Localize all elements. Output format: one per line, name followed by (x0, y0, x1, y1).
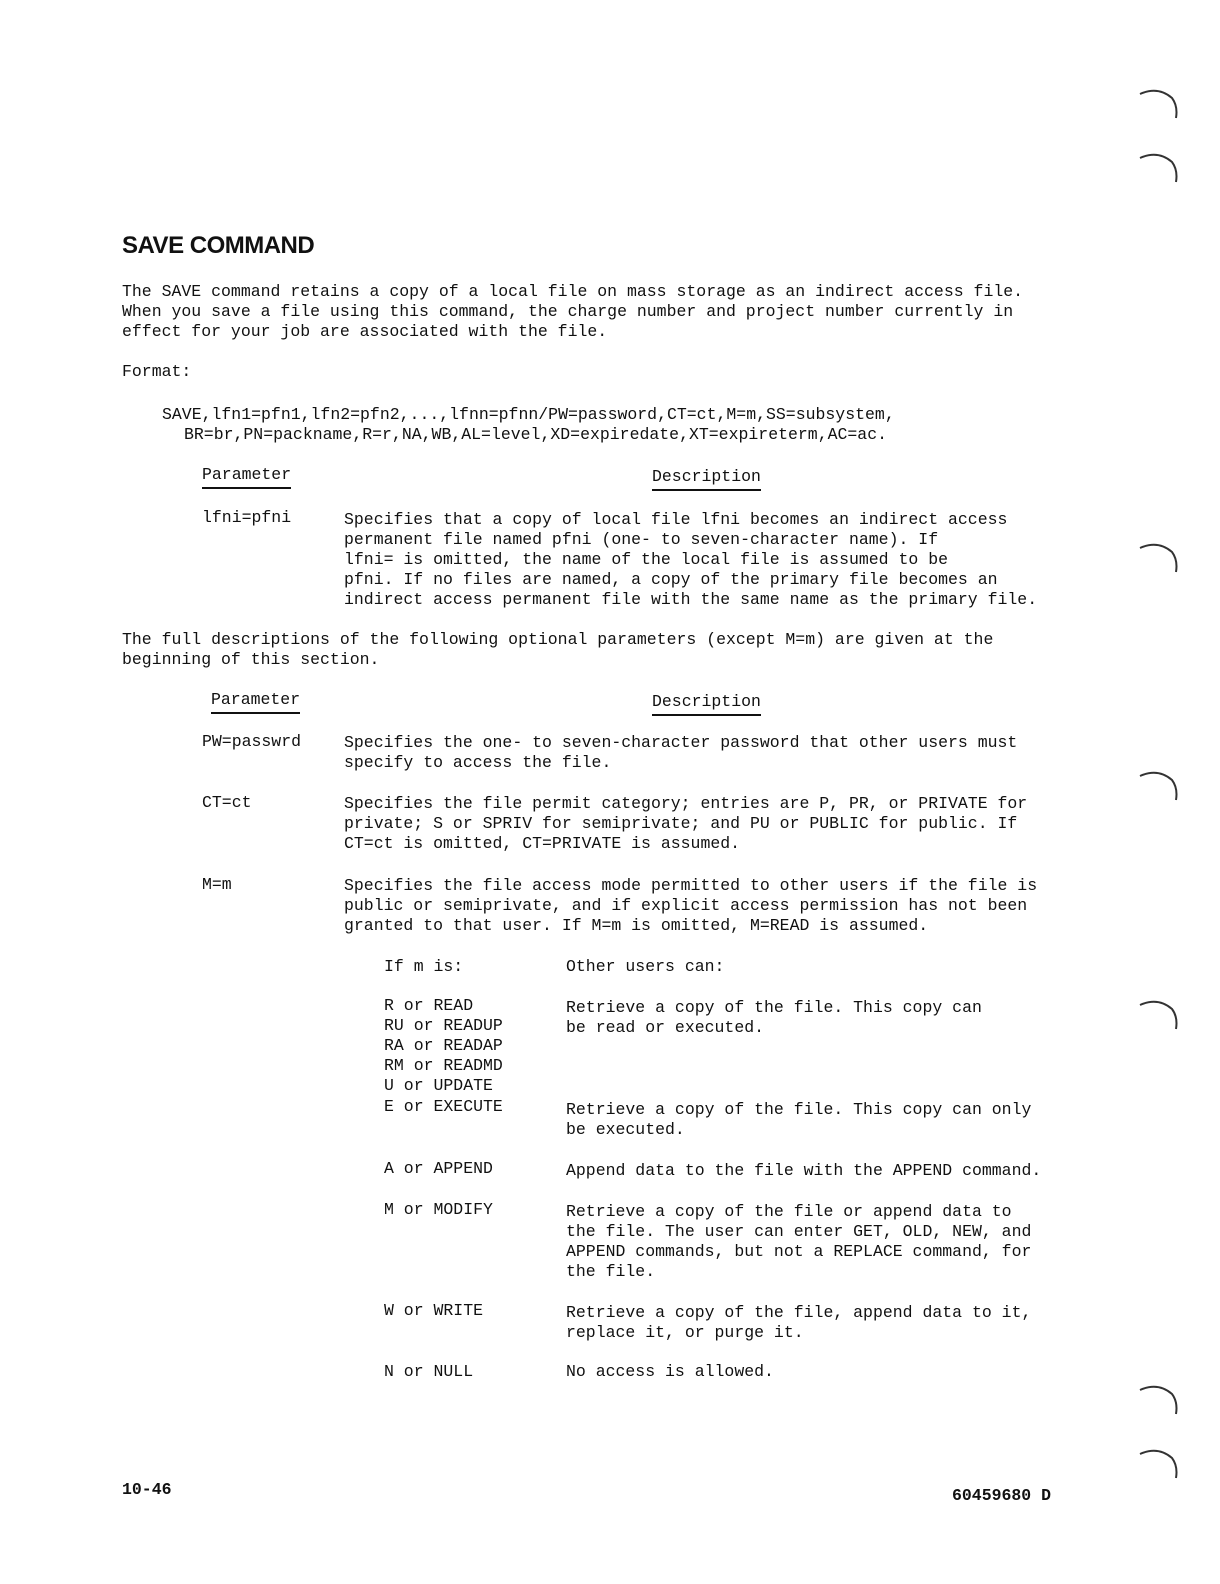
mode-group-read (384, 996, 503, 1096)
table2-param-pw: PW=passwrd (202, 732, 302, 751)
mode-value: RA or READAP (384, 1036, 503, 1055)
desc-line: the file. The user can enter GET, OLD, NEW, and (566, 1222, 1032, 1241)
desc-line: CT=ct is omitted, CT=PRIVATE is assumed. (344, 834, 741, 853)
binder-hole-icon (1138, 1444, 1178, 1484)
mode-group-null: N or NULL (384, 1362, 474, 1381)
binder-hole-icon (1138, 84, 1178, 124)
page-title: SAVE COMMAND (122, 232, 315, 259)
desc-line: Specifies the one- to seven-character password that other users must (344, 733, 1018, 752)
page-number: 10-46 (122, 1480, 172, 1499)
desc-line: be read or executed. (566, 1018, 765, 1037)
mode-group-write: W or WRITE (384, 1301, 484, 1320)
modes-col-header: If m is: (384, 957, 464, 976)
desc-line: be executed. (566, 1120, 685, 1139)
table2-desc-header: Description (652, 692, 761, 716)
desc-line: granted to that user. If M=m is omitted, M=READ is assumed. (344, 916, 929, 935)
format-label: Format: (122, 362, 192, 381)
format-line-1: SAVE,lfn1=pfn1,lfn2=pfn2,...,lfnn=pfnn/PW=password,CT=ct,M=m,SS=subsystem, (162, 405, 895, 424)
table1-param-header: Parameter (202, 465, 291, 489)
desc-line: APPEND commands, but not a REPLACE command, for (566, 1242, 1032, 1261)
mode-group-append: A or APPEND (384, 1159, 493, 1178)
table1-desc-header: Description (652, 467, 761, 491)
intro-line: When you save a file using this command, the charge number and project number currently in (122, 302, 1014, 321)
desc-line: public or semiprivate, and if explicit access permission has not been (344, 896, 1028, 915)
desc-line: pfni. If no files are named, a copy of the primary file becomes an (344, 570, 998, 589)
table1-desc (344, 510, 1037, 610)
desc-line: indirect access permanent file with the same name as the primary file. (344, 590, 1038, 609)
document-number: 60459680 D (952, 1486, 1052, 1505)
desc-line: Retrieve a copy of the file or append data to (566, 1202, 1012, 1221)
desc-line: permanent file named pfni (one- to seven-character name). If (344, 530, 939, 549)
table2-param-ct: CT=ct (202, 793, 252, 812)
mode-desc-execute (566, 1100, 1031, 1140)
desc-line: Specifies that a copy of local file lfni becomes an indirect access (344, 510, 1008, 529)
desc-line: Retrieve a copy of the file, append data to it, (566, 1303, 1032, 1322)
mode-value: RM or READMD (384, 1056, 503, 1075)
mode-desc-read (566, 998, 982, 1038)
mode-desc-modify (566, 1202, 1031, 1282)
intro-line: effect for your job are associated with the file. (122, 322, 608, 341)
binder-hole-icon (1138, 1380, 1178, 1420)
optional-params-note (122, 630, 993, 670)
mode-value: U or UPDATE (384, 1076, 493, 1095)
desc-line: Specifies the file permit category; entries are P, PR, or PRIVATE for (344, 794, 1028, 813)
mode-desc-append: Append data to the file with the APPEND command. (566, 1161, 1042, 1180)
note-line: The full descriptions of the following optional parameters (except M=m) are given at the (122, 630, 994, 649)
table2-desc-m (344, 876, 1037, 936)
binder-hole-icon (1138, 538, 1178, 578)
desc-line: Retrieve a copy of the file. This copy can (566, 998, 982, 1017)
desc-line: replace it, or purge it. (566, 1323, 804, 1342)
binder-hole-icon (1138, 766, 1178, 806)
permissions-col-header: Other users can: (566, 957, 725, 976)
desc-line: Specifies the file access mode permitted to other users if the file is (344, 876, 1038, 895)
mode-value: R or READ (384, 996, 474, 1015)
desc-line: lfni= is omitted, the name of the local file is assumed to be (344, 550, 948, 569)
table1-param: lfni=pfni (202, 508, 292, 527)
table2-param-header: Parameter (211, 690, 300, 714)
table2-param-m: M=m (202, 875, 232, 894)
mode-group-modify: M or MODIFY (384, 1200, 493, 1219)
mode-group-execute: E or EXECUTE (384, 1097, 503, 1116)
mode-desc-null: No access is allowed. (566, 1362, 774, 1381)
table2-desc-ct (344, 794, 1027, 854)
table2-desc-pw (344, 733, 1017, 773)
note-line: beginning of this section. (122, 650, 380, 669)
desc-line: private; S or SPRIV for semiprivate; and PU or PUBLIC for public. If (344, 814, 1018, 833)
binder-hole-icon (1138, 148, 1178, 188)
binder-hole-icon (1138, 995, 1178, 1035)
intro-line: The SAVE command retains a copy of a local file on mass storage as an indirect access file. (122, 282, 1024, 301)
desc-line: the file. (566, 1262, 656, 1281)
desc-line: Retrieve a copy of the file. This copy can only (566, 1100, 1032, 1119)
intro-paragraph (122, 282, 1023, 342)
desc-line: specify to access the file. (344, 753, 612, 772)
format-line-2: BR=br,PN=packname,R=r,NA,WB,AL=level,XD=expiredate,XT=expireterm,AC=ac. (184, 425, 888, 444)
mode-desc-write (566, 1303, 1031, 1343)
mode-value: RU or READUP (384, 1016, 503, 1035)
